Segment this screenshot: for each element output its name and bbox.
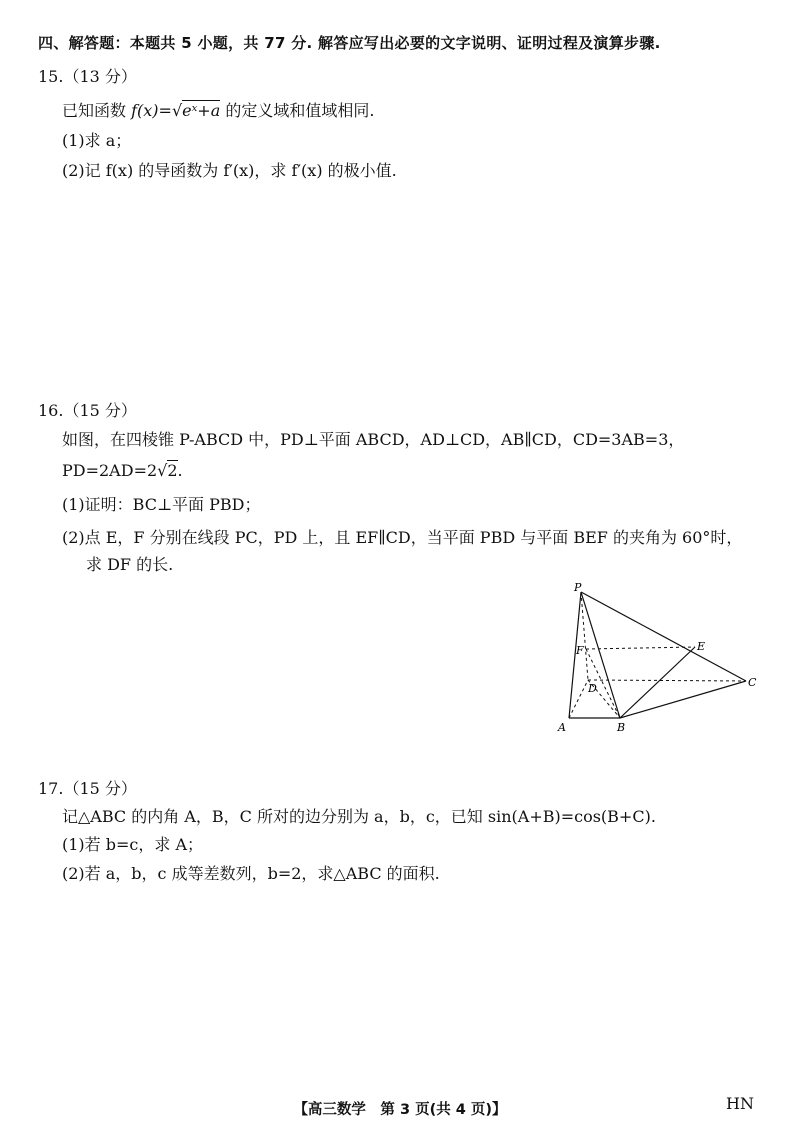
q16-part2: (2)点 E，F 分别在线段 PC，PD 上，且 EF∥CD，当平面 PBD 与平面 BEF 的夹角为 60°时，	[62, 528, 743, 547]
sqrt-symbol: √2	[157, 461, 178, 480]
q16-stem1: 如图，在四棱锥 P-ABCD 中，PD⊥平面 ABCD，AD⊥CD，AB∥CD，CD=3AB=3，	[62, 430, 685, 449]
q16-stem2-rad: 2	[167, 461, 178, 480]
edge-PB	[581, 592, 620, 718]
q16-stem2	[62, 461, 183, 481]
q16-stem2-pre: PD=2AD=2	[62, 461, 158, 480]
q15-radicand: eˣ+a	[182, 101, 221, 120]
sqrt-symbol: √eˣ+a	[171, 101, 221, 120]
q17-part1: (1)若 b=c，求 A；	[62, 835, 204, 854]
q15-part1: (1)求 a；	[62, 131, 132, 150]
q17-part2: (2)若 a，b，c 成等差数列，b=2，求△ABC 的面积.	[62, 864, 440, 883]
q17-number: 17.（15 分）	[38, 779, 137, 798]
edge-FE	[586, 647, 695, 649]
label-C: C	[748, 676, 757, 689]
q16-stem2-post: .	[177, 461, 183, 480]
pyramid-figure	[550, 580, 770, 740]
label-E: E	[697, 640, 706, 653]
q15-stem-pre: 已知函数	[62, 101, 132, 120]
q15-part2: (2)记 f(x) 的导函数为 f′(x)，求 f′(x) 的极小值.	[62, 161, 397, 180]
label-F: F	[576, 644, 584, 657]
q16-number: 16.（15 分）	[38, 401, 137, 420]
q16-part2b: 求 DF 的长.	[86, 555, 174, 574]
label-D: D	[588, 682, 597, 695]
label-A: A	[558, 721, 566, 734]
q16-part1: (1)证明：BC⊥平面 PBD；	[62, 495, 261, 514]
label-P: P	[574, 581, 582, 594]
page-footer: 【高三数学 第 3 页(共 4 页)】	[293, 1102, 507, 1118]
label-B: B	[617, 721, 626, 734]
q17-stem: 记△ABC 的内角 A，B，C 所对的边分别为 a，b，c，已知 sin(A+B)=cos(B+C).	[62, 807, 656, 826]
footer-code: HN	[726, 1094, 754, 1113]
q15-stem-post: 的定义域和值域相同.	[220, 101, 375, 120]
q15-number: 15.（13 分）	[38, 67, 137, 86]
q15-stem	[62, 101, 374, 121]
q15-func: f(x)=	[131, 101, 172, 120]
section-header: 四、解答题：本题共 5 小题，共 77 分. 解答应写出必要的文字说明、证明过程及演算步骤.	[38, 34, 661, 52]
edge-PC	[581, 592, 746, 681]
edge-DC	[588, 680, 746, 681]
